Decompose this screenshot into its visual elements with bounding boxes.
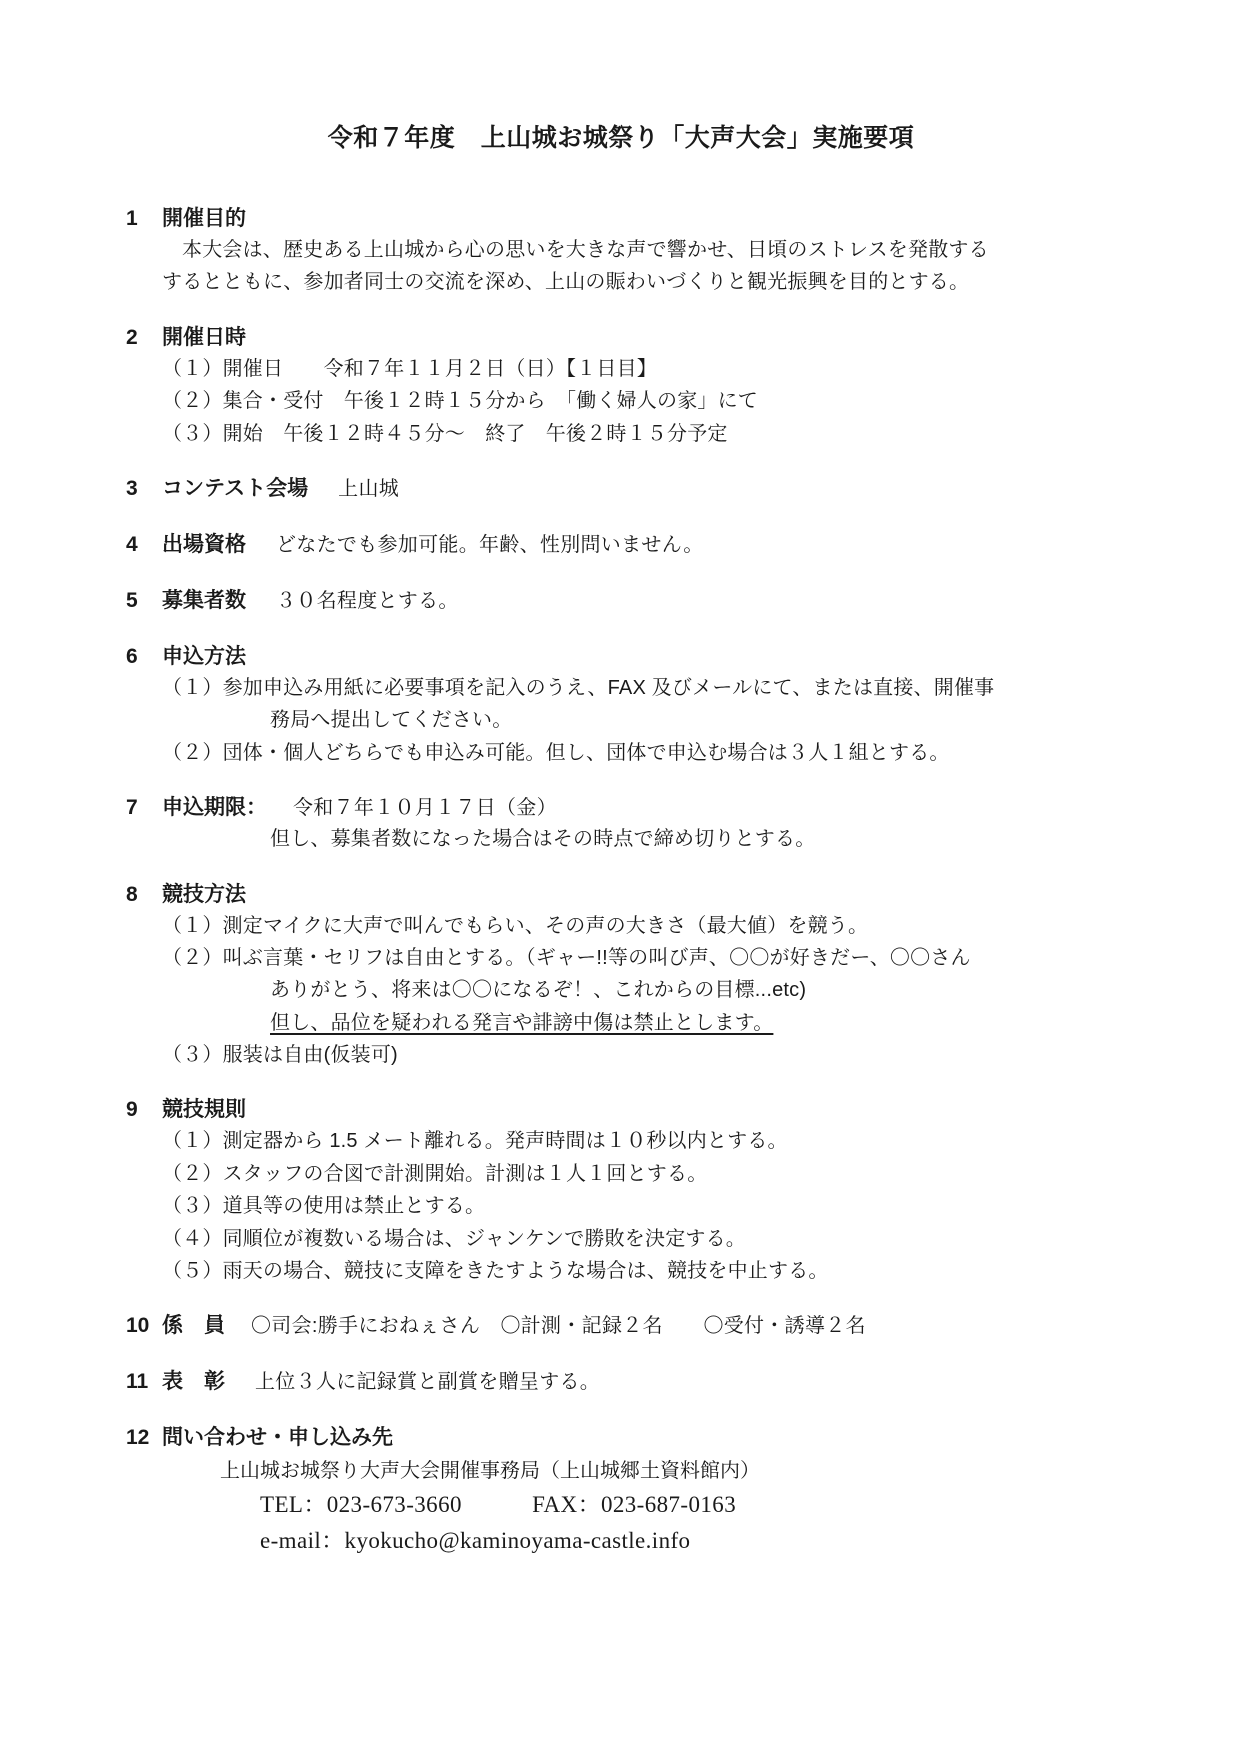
section-body-line: （５）雨天の場合、競技に支障をきたすような場合は、競技を中止する。 <box>162 1260 829 1283</box>
section-3 <box>120 472 1122 502</box>
section-body-line: （２）団体・個人どちらでも申込み可能。但し、団体で申込む場合は３人１組とする。 <box>162 741 950 764</box>
section-12 <box>120 1421 1122 1558</box>
section-heading <box>120 528 1122 558</box>
section-body-line-underlined <box>270 1007 1122 1039</box>
section-body-line: （１）測定マイクに大声で叫んでもらい、その声の大きさ（最大値）を競う。 <box>162 914 869 937</box>
section-title: 係 員 <box>162 1314 225 1338</box>
section-title: 競技規則 <box>162 1098 246 1122</box>
section-number: 7 <box>126 796 138 820</box>
underlined-text: 但し、品位を疑われる発言や誹謗中傷は禁止とします。 <box>270 1011 774 1034</box>
section-body-line: （３）開始 午後１２時４５分〜 終了 午後２時１５分予定 <box>162 422 728 445</box>
section-body-line: （４）同順位が複数いる場合は、ジャンケンで勝敗を決定する。 <box>162 1227 746 1250</box>
section-number: 1 <box>126 207 138 230</box>
section-5 <box>120 584 1122 614</box>
contact-tel-fax: TEL：023-673-3660 FAX：023-687-0163 <box>260 1492 737 1518</box>
section-heading <box>120 1365 1122 1395</box>
section-heading <box>120 640 1122 670</box>
section-body-line: （１）開催日 令和７年１１月２日（日）【１日目】 <box>162 357 657 380</box>
section-number: 11 <box>126 1370 149 1394</box>
section-title: 申込期限： <box>162 796 267 820</box>
contact-organization: 上山城お城祭り大声大会開催事務局（上山城郷土資料館内） <box>220 1460 760 1483</box>
section-title: 募集者数 <box>162 588 246 612</box>
section-heading <box>120 1421 1122 1451</box>
section-inline-value: どなたでも参加可能。年齢、性別問いません。 <box>276 533 704 556</box>
section-heading <box>120 472 1122 502</box>
section-2 <box>120 321 1122 450</box>
section-number: 6 <box>126 644 138 668</box>
section-number: 5 <box>126 588 138 612</box>
section-number: 10 <box>126 1314 150 1338</box>
section-number: 3 <box>126 476 138 500</box>
section-heading <box>120 584 1122 614</box>
contact-email: e-mail：kyokucho@kaminoyama-castle.info <box>260 1528 691 1554</box>
section-heading <box>120 202 1122 232</box>
section-8 <box>120 878 1122 1072</box>
section-body-line: （２）集合・受付 午後１２時１５分から 「働く婦人の家」にて <box>162 390 758 413</box>
page-title: 令和７年度 上山城お城祭り「大声大会」実施要項 <box>327 124 915 152</box>
section-title: 出場資格 <box>162 532 246 556</box>
section-number: 2 <box>126 325 138 349</box>
section-inline-value: 上山城 <box>338 477 400 500</box>
section-title: 問い合わせ・申し込み先 <box>162 1426 393 1450</box>
section-heading <box>120 321 1122 351</box>
section-heading <box>120 878 1122 908</box>
contact-block <box>210 1455 1122 1558</box>
section-1 <box>120 202 1122 299</box>
section-title: 申込方法 <box>162 644 246 668</box>
section-number: 8 <box>126 882 138 906</box>
section-inline-value: ３０名程度とする。 <box>276 589 459 612</box>
section-number: 9 <box>126 1098 138 1122</box>
section-body-line: するとともに、参加者同士の交流を深め、上山の賑わいづくりと観光振興を目的とする。 <box>162 271 970 294</box>
section-body-line: 但し、募集者数になった場合はその時点で締め切りとする。 <box>270 828 816 851</box>
section-number: 12 <box>126 1426 150 1450</box>
section-title: コンテスト会場 <box>162 476 309 500</box>
section-inline-value: 令和７年１０月１７日（金） <box>293 797 557 820</box>
section-body-line: 本大会は、歴史ある上山城から心の思いを大きな声で響かせ、日頃のストレスを発散する <box>182 239 989 261</box>
section-4 <box>120 528 1122 558</box>
section-body-line: ありがとう、将来は〇〇になるぞ！、これからの目標...etc) <box>270 979 807 1002</box>
section-body-line: （１）測定器から 1.5 メート離れる。発声時間は１０秒以内とする。 <box>162 1130 788 1153</box>
section-inline-value: 上位３人に記録賞と副賞を贈呈する。 <box>255 1371 601 1394</box>
section-title: 開催目的 <box>162 207 246 230</box>
section-6 <box>120 640 1122 769</box>
section-10 <box>120 1309 1122 1339</box>
section-title: 競技方法 <box>162 882 246 906</box>
section-body-line: （３）道具等の使用は禁止とする。 <box>162 1195 486 1218</box>
section-title: 開催日時 <box>162 325 246 349</box>
section-heading <box>120 1093 1122 1123</box>
section-body-line: （３）服装は自由(仮装可) <box>162 1044 398 1067</box>
section-number: 4 <box>126 532 138 556</box>
section-body-line: （１）参加申込み用紙に必要事項を記入のうえ、FAX 及びメールにて、または直接、開催事 <box>162 676 995 699</box>
section-7 <box>120 791 1122 855</box>
section-heading <box>120 791 1122 821</box>
section-inline-value: 〇司会:勝手におねぇさん 〇計測・記録２名 〇受付・誘導２名 <box>251 1315 866 1338</box>
section-9 <box>120 1093 1122 1287</box>
section-body-line: 務局へ提出してください。 <box>270 709 513 732</box>
section-11 <box>120 1365 1122 1395</box>
section-heading <box>120 1309 1122 1339</box>
section-body-line: （２）叫ぶ言葉・セリフは自由とする。（ギャー!!等の叫び声、〇〇が好きだー、〇〇さん <box>162 946 971 969</box>
section-title: 表 彰 <box>162 1370 225 1394</box>
section-body-line: （２）スタッフの合図で計測開始。計測は１人１回とする。 <box>162 1162 708 1185</box>
